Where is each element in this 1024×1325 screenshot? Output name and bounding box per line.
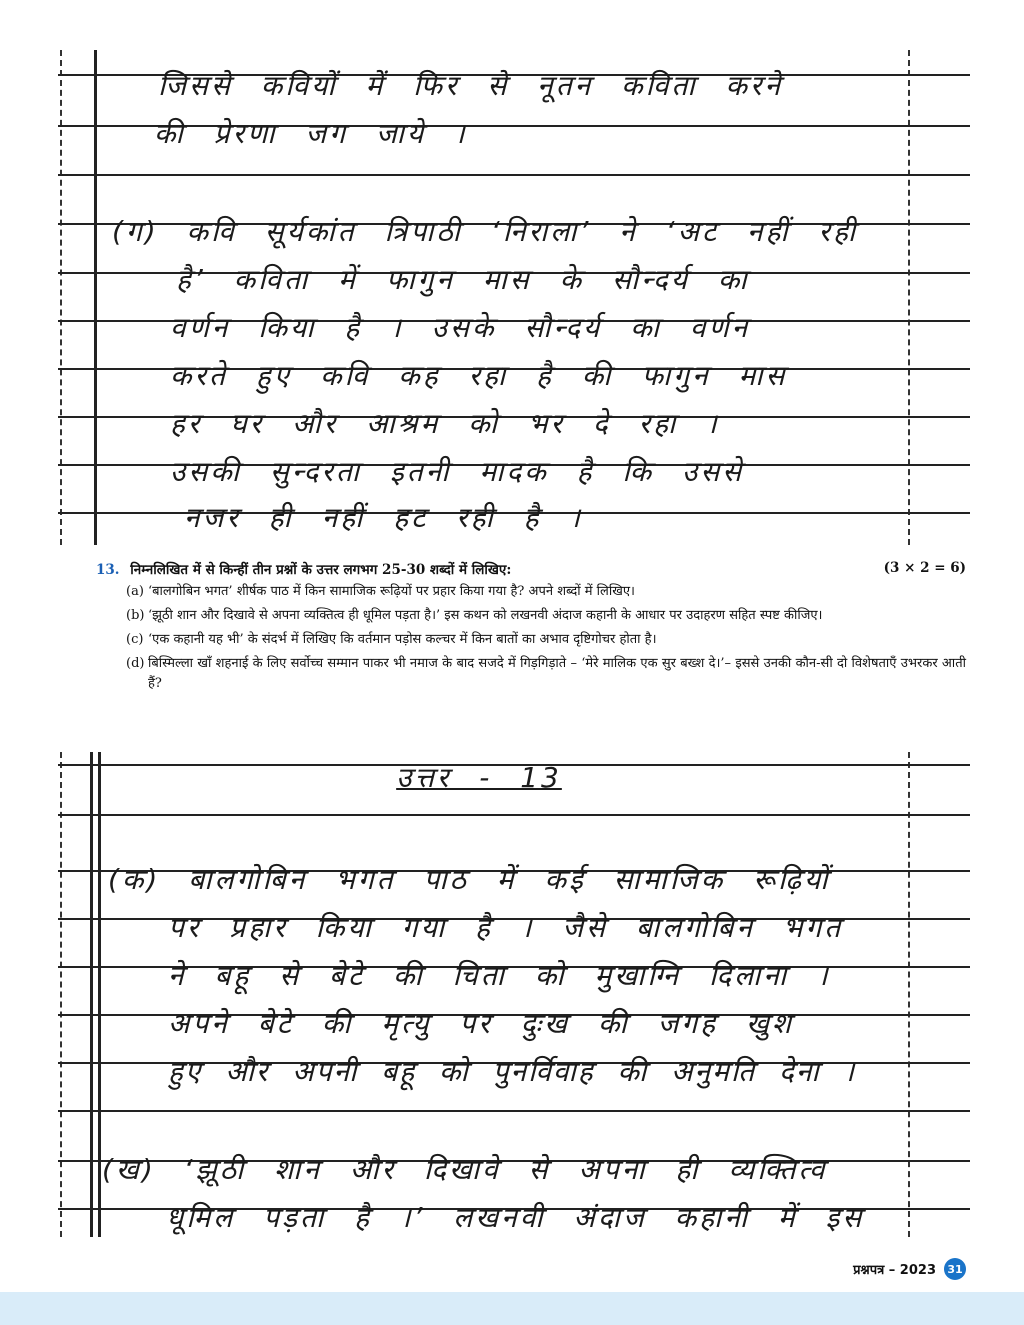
question-prompt: निम्नलिखित में से किन्हीं तीन प्रश्नों के उत्तर लगभग 25-30 शब्दों में लिखिए:: [130, 562, 512, 578]
page-number-badge: 31: [944, 1258, 966, 1280]
handwritten-line: है’ कविता में फागुन मास के सौन्दर्य का: [176, 263, 750, 296]
handwritten-line: पर प्रहार किया गया है । जैसे बालगोबिन भगत: [168, 911, 844, 944]
handwritten-line: वर्णन किया है । उसके सौन्दर्य का वर्णन: [170, 311, 751, 344]
question-number: 13.: [96, 562, 120, 578]
handwritten-line: अपने बेटे की मृत्यु पर दुःख की जगह खुश: [168, 1007, 794, 1040]
question-block: [96, 560, 966, 694]
handwritten-line: करते हुए कवि कह रहा है की फागुन मास: [170, 359, 788, 392]
answer-sheet-top: [58, 50, 970, 545]
handwritten-line: की प्रेरणा जग जाये ।: [154, 117, 468, 150]
question-header: [96, 560, 966, 578]
sheet-right-dashed-border: [908, 752, 910, 1237]
option-label: (a): [126, 584, 144, 599]
handwritten-line: उसकी सुन्दरता इतनी मादक है कि उससे: [170, 455, 745, 488]
handwritten-line: ने बहू से बेटे की चिता को मुखाग्नि दिलाना ।: [168, 959, 831, 992]
handwritten-line: नजर ही नहीं हट रही है ।: [184, 501, 583, 534]
option-label: (d): [126, 656, 145, 671]
handwritten-line: जिससे कवियों में फिर से नूतन कविता करने: [158, 69, 784, 102]
question-option: [96, 630, 966, 650]
question-option: [96, 654, 966, 694]
handwritten-line: हर घर और आश्रम को भर दे रहा ।: [170, 407, 720, 440]
option-text: ‘झूठी शान और दिखावे से अपना व्यक्तित्व ही धूमिल पड़ता है।’ इस कथन को लखनवी अंदाज कहानी के आधार पर उदाहरण सहित स्पष्ट कीजिए।: [148, 608, 823, 623]
question-marks: (3 × 2 = 6): [883, 560, 966, 576]
question-option: [96, 582, 966, 602]
footer-label: प्रश्नपत्र – 2023: [853, 1263, 936, 1278]
handwritten-line: (ग) कवि सूर्यकांत त्रिपाठी ‘निराला’ ने ‘अट नहीं रही: [112, 215, 859, 248]
handwritten-line: (ख) ‘झूठी शान और दिखावे से अपना ही व्यक्तित्व: [102, 1153, 828, 1186]
option-text: ‘बालगोबिन भगत’ शीर्षक पाठ में किन सामाजिक रूढ़ियों पर प्रहार किया गया है? अपने शब्दों में लिखिए।: [148, 584, 635, 599]
page-footer: [853, 1258, 966, 1280]
option-label: (b): [126, 608, 145, 623]
question-option: [96, 606, 966, 626]
handwritten-line: हुए और अपनी बहू को पुनर्विवाह की अनुमति देना ।: [168, 1055, 857, 1088]
answer-sheet-bottom: [58, 752, 970, 1237]
option-text: ‘एक कहानी यह भी’ के संदर्भ में लिखिए कि वर्तमान पड़ोस कल्चर में किन बातों का अभाव दृष्टिगोचर होता है।: [148, 632, 657, 647]
option-label: (c): [126, 632, 144, 647]
handwritten-line: (क) बालगोबिन भगत पाठ में कई सामाजिक रूढ़ियों: [108, 863, 831, 896]
handwritten-line: धूमिल पड़ता है ।’ लखनवी अंदाज कहानी में इस: [166, 1201, 865, 1234]
answer-heading: उत्तर - 13: [396, 761, 562, 794]
bottom-color-band: [0, 1292, 1024, 1325]
option-text: बिस्मिल्ला खाँ शहनाई के लिए सर्वोच्च सम्मान पाकर भी नमाज के बाद सजदे में गिड़गिड़ाते – ‘मेरे मालिक एक सुर बख्श दे।’– इससे उनकी कौन-सी दो विशेषताएँ उभरकर आती हैं?: [148, 656, 966, 691]
